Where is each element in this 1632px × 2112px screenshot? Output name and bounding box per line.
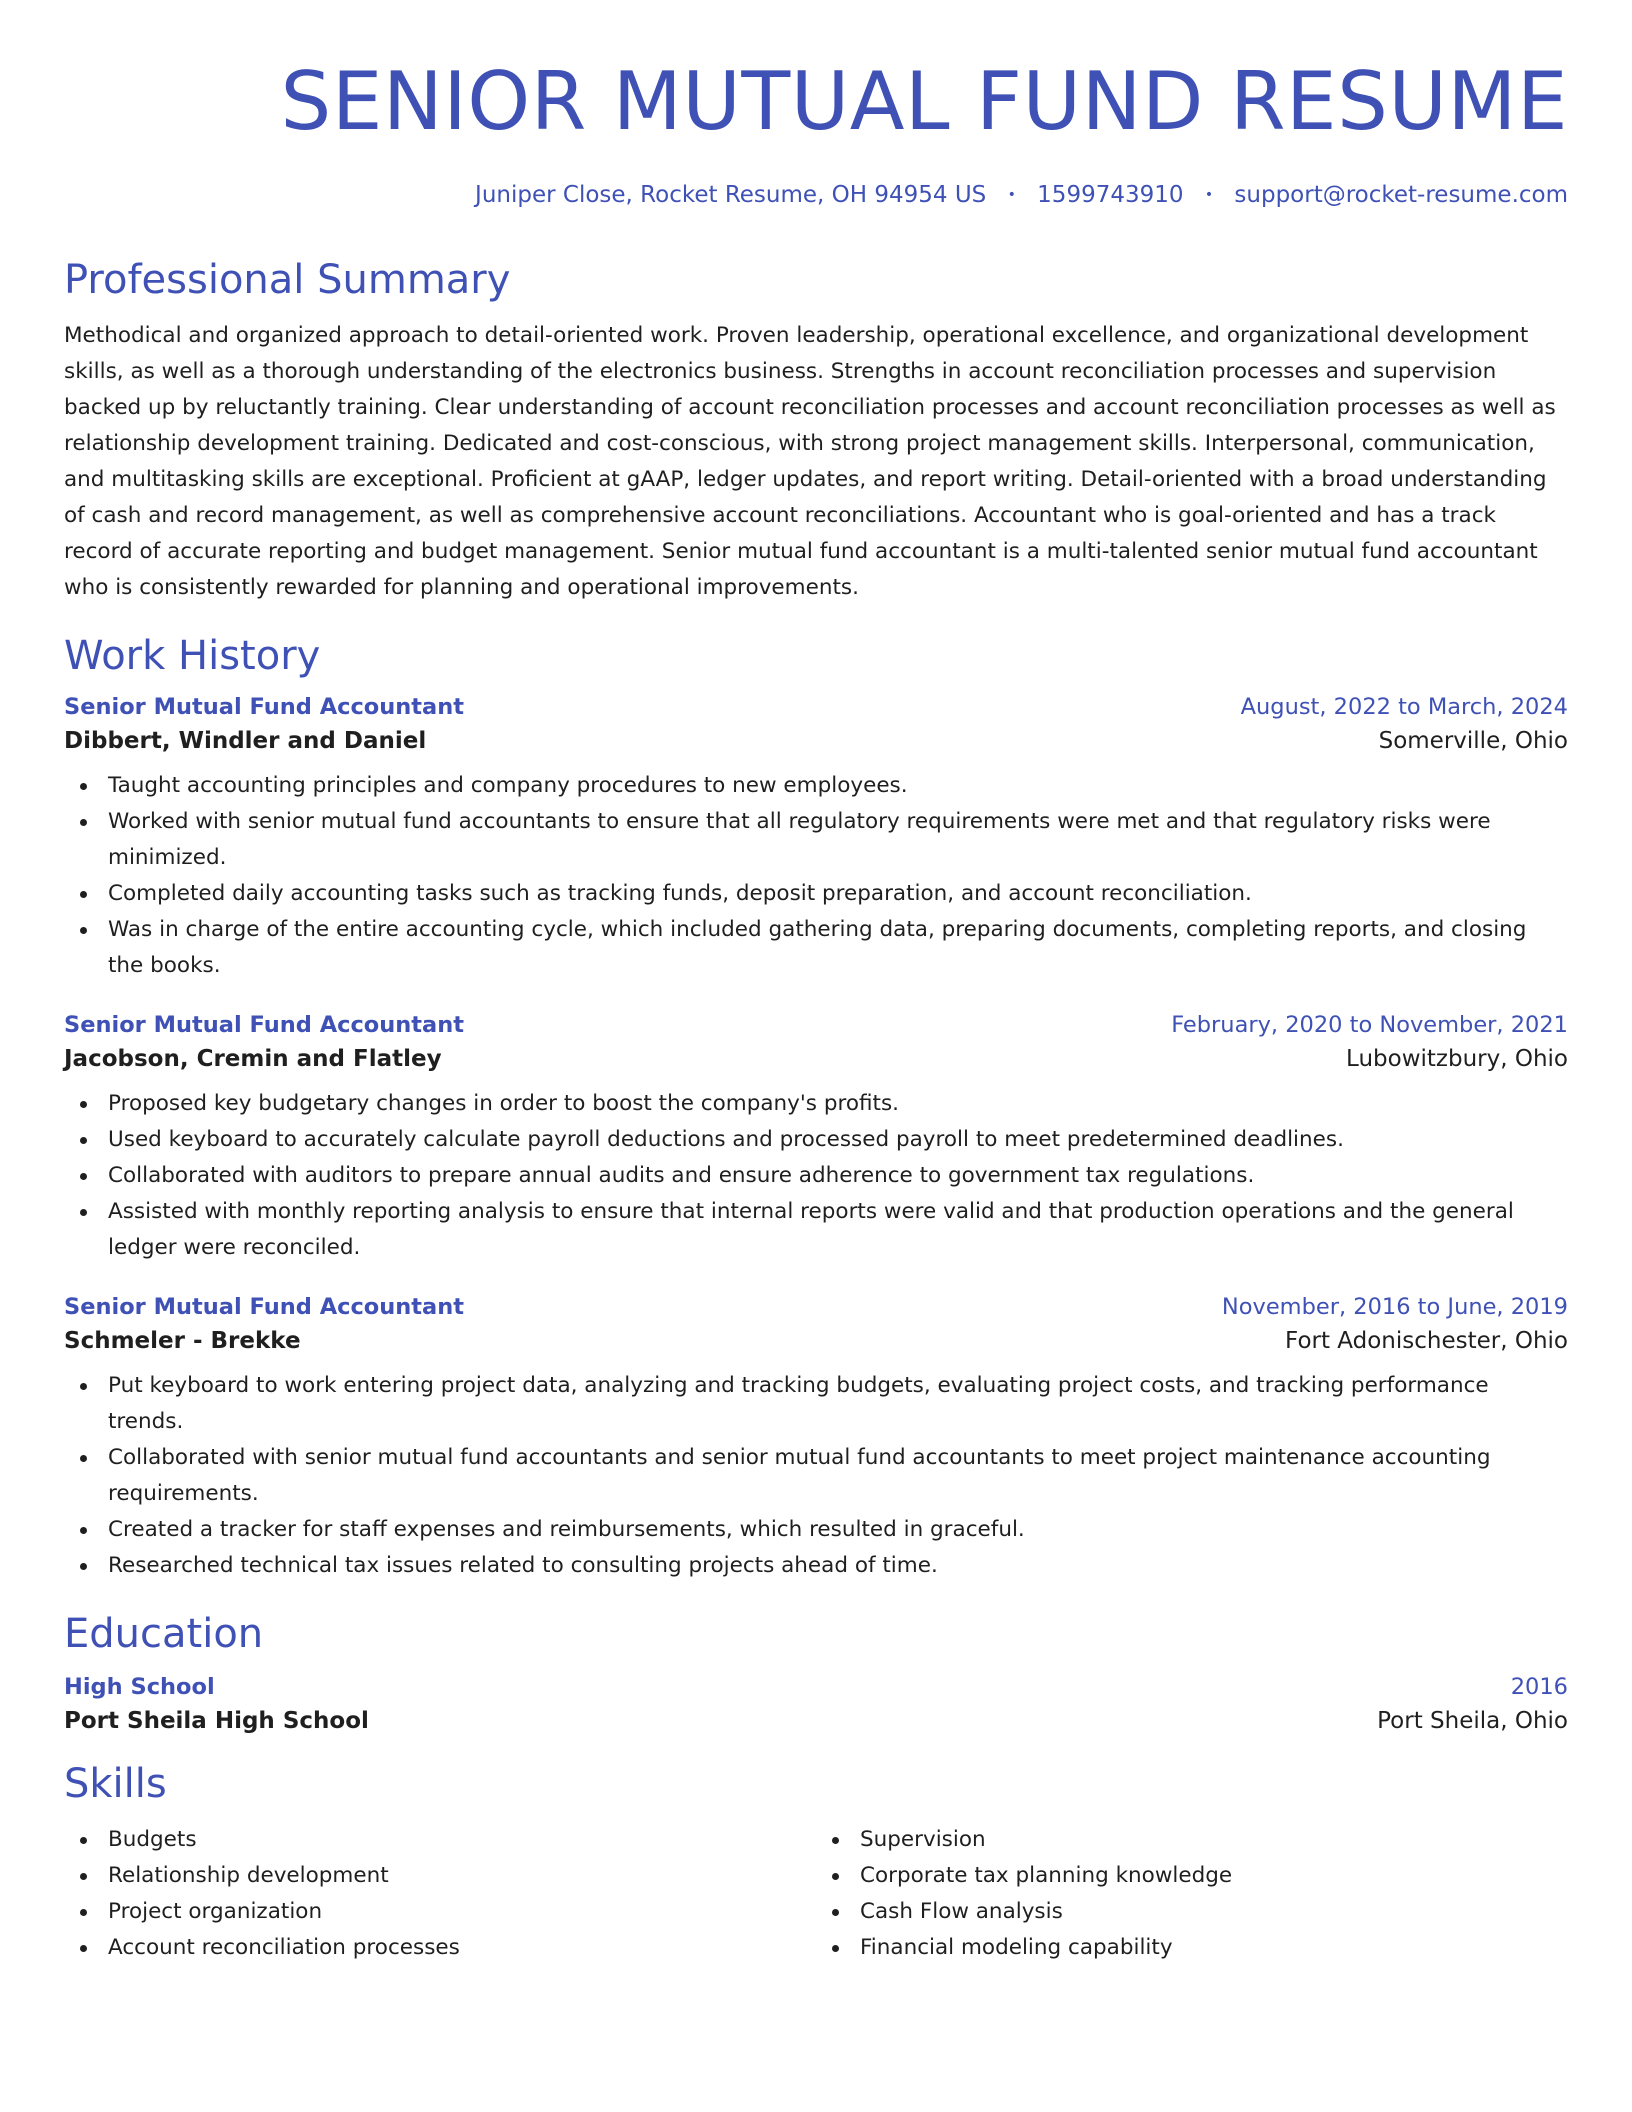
contact-separator: • <box>1204 187 1214 204</box>
skill-item: Project organization <box>108 1894 816 1930</box>
skill-item: Relationship development <box>108 1858 816 1894</box>
skill-item: Financial modeling capability <box>860 1930 1568 1966</box>
list-item: Created a tracker for staff expenses and reimbursements, which resulted in graceful. <box>108 1512 1568 1548</box>
skill-item: Supervision <box>860 1822 1568 1858</box>
job-title: Senior Mutual Fund Accountant <box>64 693 465 720</box>
work-history-section <box>64 632 1568 1584</box>
job-entry <box>64 1012 1568 1266</box>
education-degree: High School <box>64 1673 215 1700</box>
section-heading-work-history: Work History <box>64 632 321 679</box>
contact-line <box>64 182 1568 210</box>
list-item: Used keyboard to accurately calculate payroll deductions and processed payroll to meet predetermined deadlines. <box>108 1122 1568 1158</box>
list-item: Was in charge of the entire accounting cycle, which included gathering data, preparing documents, completing reports, and closing the books. <box>108 912 1568 984</box>
skill-item: Cash Flow analysis <box>860 1894 1568 1930</box>
skill-item: Budgets <box>108 1822 816 1858</box>
education-header-row <box>64 1674 1568 1700</box>
job-employer: Dibbert, Windler and Daniel <box>64 727 427 754</box>
skills-list-left <box>64 1822 816 1966</box>
education-section <box>64 1610 1568 1734</box>
list-item: Collaborated with auditors to prepare annual audits and ensure adherence to government tax regulations. <box>108 1158 1568 1194</box>
list-item: Collaborated with senior mutual fund accountants and senior mutual fund accountants to meet project maintenance accounting requirements. <box>108 1440 1568 1512</box>
job-header-row <box>64 1294 1568 1320</box>
section-heading-summary: Professional Summary <box>64 256 511 303</box>
list-item: Assisted with monthly reporting analysis to ensure that internal reports were valid and that production operations and the general ledger were reconciled. <box>108 1194 1568 1266</box>
skill-item: Account reconciliation processes <box>108 1930 816 1966</box>
job-employer: Schmeler - Brekke <box>64 1327 301 1354</box>
job-header-row <box>64 694 1568 720</box>
resume-page <box>64 0 1568 1966</box>
contact-phone: 1599743910 <box>1037 182 1184 208</box>
job-header-row <box>64 1012 1568 1038</box>
skill-item: Corporate tax planning knowledge <box>860 1858 1568 1894</box>
job-employer-row <box>64 728 1568 754</box>
job-entry <box>64 1294 1568 1584</box>
list-item: Completed daily accounting tasks such as tracking funds, deposit preparation, and account reconciliation. <box>108 876 1568 912</box>
job-location: Fort Adonischester, Ohio <box>1285 1327 1568 1354</box>
section-heading-skills: Skills <box>64 1760 167 1807</box>
education-location: Port Sheila, Ohio <box>1377 1707 1568 1734</box>
job-dates: February, 2020 to November, 2021 <box>1171 1011 1568 1038</box>
contact-email: support@rocket-resume.com <box>1234 182 1568 208</box>
contact-address: Juniper Close, Rocket Resume, OH 94954 US <box>475 182 987 208</box>
skills-list-right <box>816 1822 1568 1966</box>
job-title: Senior Mutual Fund Accountant <box>64 1293 465 1320</box>
job-dates: November, 2016 to June, 2019 <box>1221 1293 1568 1320</box>
list-item: Put keyboard to work entering project data, analyzing and tracking budgets, evaluating project costs, and tracking performance trends. <box>108 1368 1568 1440</box>
summary-text: Methodical and organized approach to detail-oriented work. Proven leadership, operational excellence, and organizational development skills, as well as a thorough understanding of the electronics business. Strengths in account reconciliation processes and supervision backed up by reluctantly training. Clear understanding of account reconciliation processes and account reconciliation processes as well as relationship development training. Dedicated and cost-conscious, with strong project management skills. Interpersonal, communication, and multitasking skills are exceptional. Proficient at gAAP, ledger updates, and report writing. Detail-oriented with a broad understanding of cash and record management, as well as comprehensive account reconciliations. Accountant who is goal-oriented and has a track record of accurate reporting and budget management. Senior mutual fund accountant is a multi-talented senior mutual fund accountant who is consistently rewarded for planning and operational improvements. <box>64 322 1556 600</box>
job-employer-row <box>64 1046 1568 1072</box>
job-employer: Jacobson, Cremin and Flatley <box>64 1045 442 1072</box>
job-title: Senior Mutual Fund Accountant <box>64 1011 465 1038</box>
education-school: Port Sheila High School <box>64 1707 369 1734</box>
job-location: Lubowitzbury, Ohio <box>1346 1045 1568 1072</box>
section-heading-education: Education <box>64 1610 264 1657</box>
contact-separator: • <box>1007 187 1016 204</box>
skills-grid <box>64 1822 1568 1966</box>
education-school-row <box>64 1708 1568 1734</box>
job-bullet-list <box>64 768 1568 984</box>
summary-section <box>64 256 1568 606</box>
education-year: 2016 <box>1510 1673 1568 1700</box>
job-entry <box>64 694 1568 984</box>
list-item: Proposed key budgetary changes in order to boost the company's profits. <box>108 1086 1568 1122</box>
list-item: Researched technical tax issues related to consulting projects ahead of time. <box>108 1548 1568 1584</box>
job-bullet-list <box>64 1368 1568 1584</box>
job-location: Somerville, Ohio <box>1378 727 1568 754</box>
skills-section <box>64 1760 1568 1966</box>
list-item: Taught accounting principles and company procedures to new employees. <box>108 768 1568 804</box>
job-bullet-list <box>64 1086 1568 1266</box>
job-employer-row <box>64 1328 1568 1354</box>
list-item: Worked with senior mutual fund accountants to ensure that all regulatory requirements were met and that regulatory risks were minimized. <box>108 804 1568 876</box>
resume-title: SENIOR MUTUAL FUND RESUME <box>280 55 1568 148</box>
job-dates: August, 2022 to March, 2024 <box>1240 693 1568 720</box>
